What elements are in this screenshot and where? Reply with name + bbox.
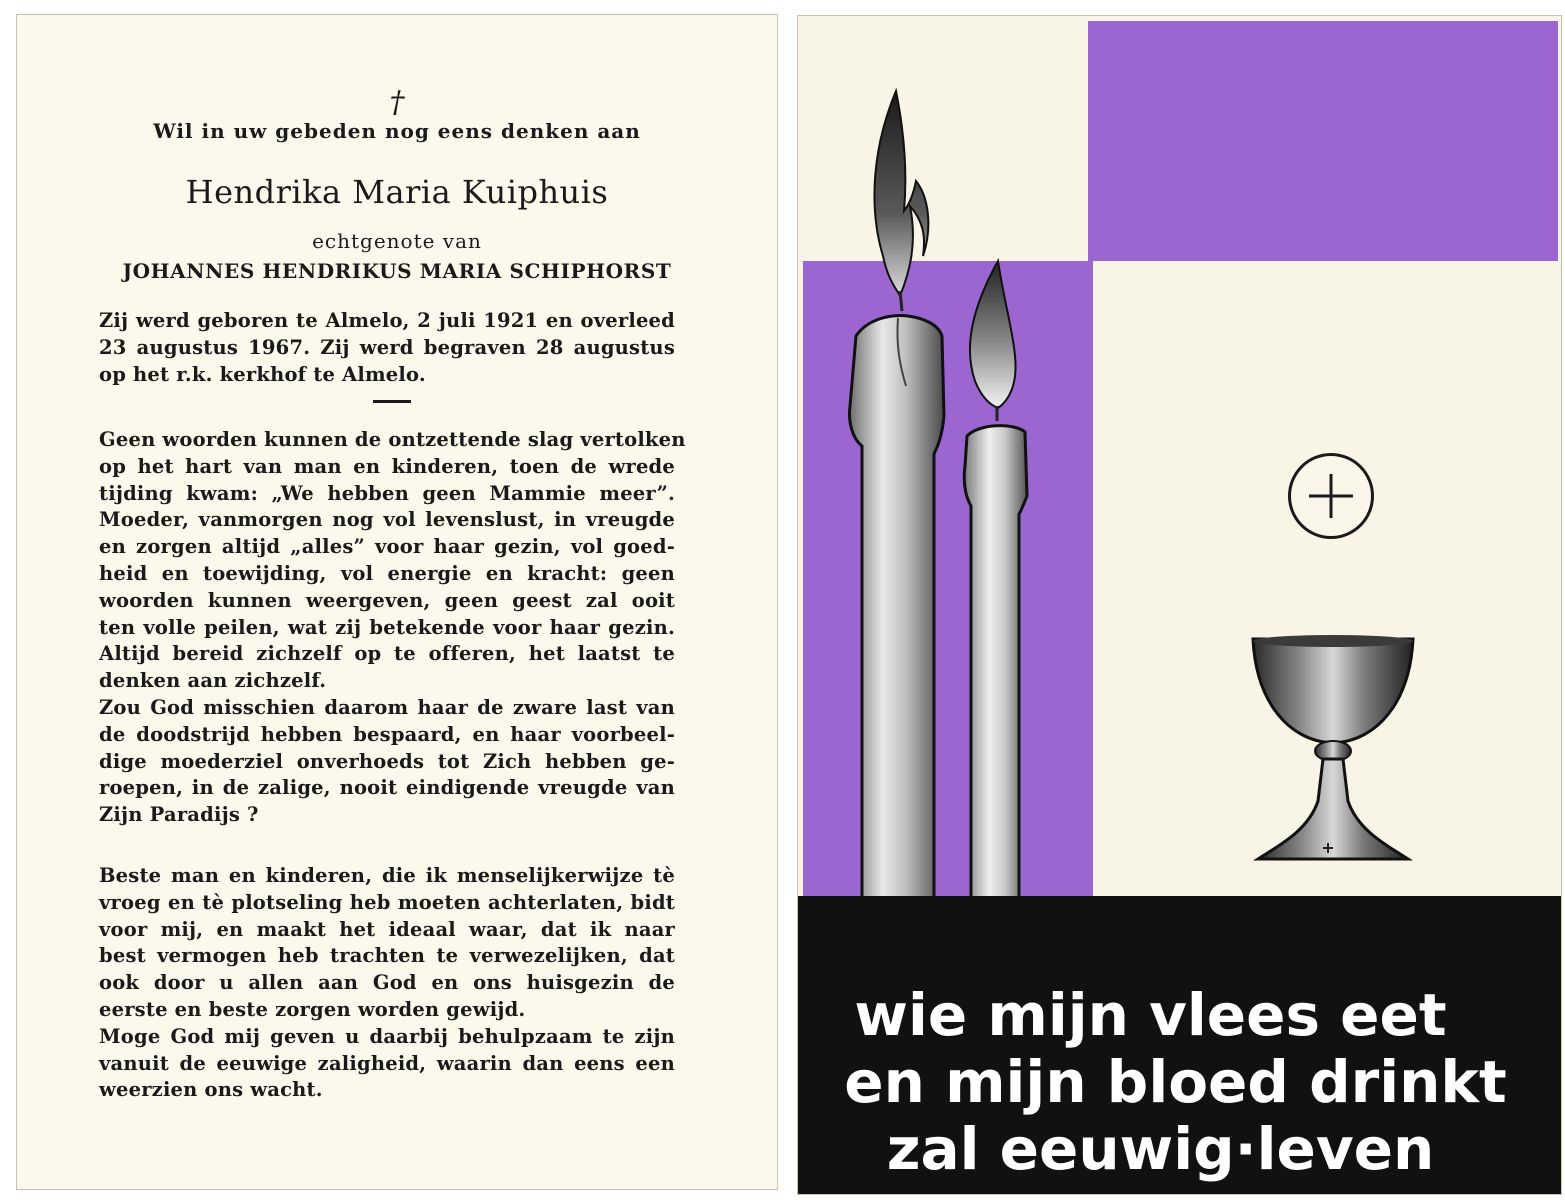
host-cross-icon (1288, 453, 1374, 539)
bio-line: Zij werd geboren te Almelo, 2 juli 1921 en overleed (99, 309, 675, 332)
text-line: de doodstrijd hebben bespaard, en haar voorbeel- (99, 722, 675, 746)
text-line: ten volle peilen, wat zij betekende voor haar gezin. (99, 615, 675, 639)
verse-line-1: wie mijn vlees eet (854, 981, 1447, 1049)
purple-block-top (1088, 21, 1558, 261)
candle-small-icon (953, 256, 1043, 916)
bio-line: 23 augustus 1967. Zij werd begraven 28 augustus (99, 335, 675, 359)
verse-line-2: en mijn bloed drinkt (844, 1048, 1507, 1116)
spouse-name: JOHANNES HENDRIKUS MARIA SCHIPHORST (122, 259, 672, 283)
text-line: en zorgen altijd „alles” voor haar gezin, vol goed- (99, 535, 675, 559)
text-line: eerste en beste zorgen worden gewijd. (99, 997, 526, 1021)
text-line: vanuit de eeuwige zaligheid, waarin dan eens een (99, 1051, 675, 1075)
text-line: Moge God mij geven u daarbij behulpzaam te zijn (99, 1024, 675, 1048)
chalice-icon (1248, 631, 1418, 871)
verse-line-3: zal eeuwig·leven (886, 1115, 1435, 1183)
text-line: roepen, in de zalige, nooit eindigende vreugde van (99, 776, 675, 800)
divider (373, 400, 411, 403)
text-line: vroeg en tè plotseling heb moeten achterlaten, bidt (99, 890, 675, 914)
dagger-cross-icon: † (389, 85, 405, 120)
memorial-text-card (16, 14, 778, 1190)
text-line: op het hart van man en kinderen, toen de wrede (99, 454, 675, 478)
text-line: voor mij, en maakt het ideaal waar, dat ik naar (99, 917, 675, 941)
paragraph-1 (99, 427, 686, 829)
text-line: dige moederziel onverhoeds tot Zich hebben ge- (99, 749, 675, 773)
candle-large-icon (838, 86, 958, 916)
paragraph-2 (99, 863, 675, 1104)
text-line: tijding kwam: „We hebben geen Mammie meer”. (99, 481, 675, 505)
text-line: ook door u allen aan God en ons huisgezin de (99, 971, 675, 995)
intro-line: Wil in uw gebeden nog eens denken aan (153, 119, 641, 143)
biography (99, 308, 675, 388)
text-line: Altijd bereid zichzelf op te offeren, het laatst te (99, 642, 675, 666)
text-line: denken aan zichzelf. (99, 669, 327, 693)
text-line: heid en toewijding, vol energie en kracht: geen (99, 561, 675, 585)
text-line: woorden kunnen weergeven, geen geest zal ooit (99, 588, 675, 612)
text-line: Zijn Paradijs ? (99, 803, 259, 827)
text-line: weerzien ons wacht. (99, 1078, 323, 1102)
text-line: Zou God misschien daarom haar de zware last van (99, 695, 675, 719)
deceased-name: Hendrika Maria Kuiphuis (185, 173, 609, 211)
text-line: Moeder, vanmorgen nog vol levenslust, in vreugde (99, 508, 675, 532)
illustration-card (797, 15, 1562, 1195)
spouse-label: echtgenote van (312, 229, 482, 253)
bio-line: op het r.k. kerkhof te Almelo. (99, 362, 426, 386)
text-line: Beste man en kinderen, die ik menselijkerwijze tè (99, 864, 675, 887)
text-line: best vermogen heb trachten te verwezelijken, dat (99, 944, 675, 968)
text-line: Geen woorden kunnen de ontzettende slag vertolken (99, 428, 686, 451)
